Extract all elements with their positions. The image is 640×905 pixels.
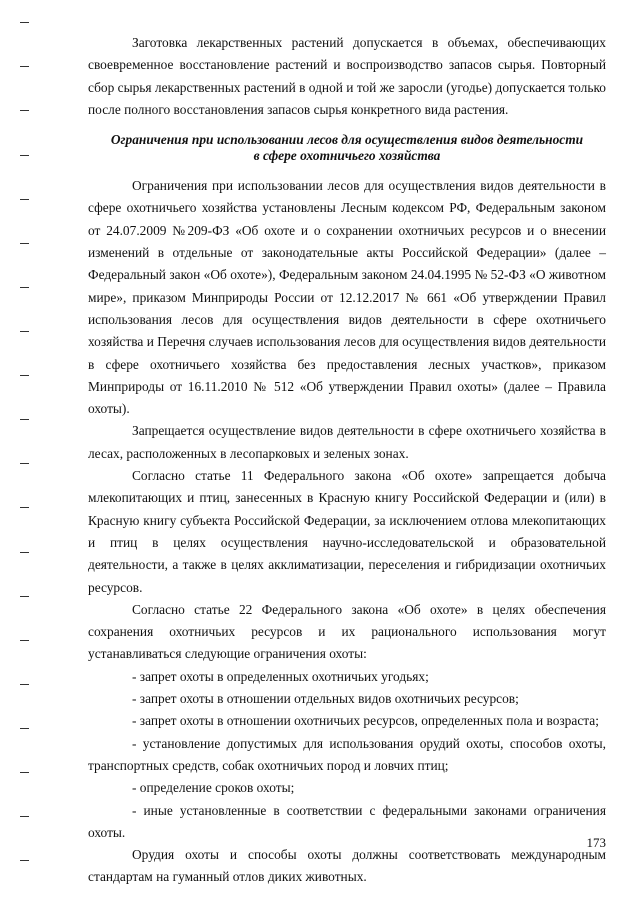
paragraph-forest-park-ban: Запрещается осуществление видов деятельности в сфере охотничьего хозяйства в лесах, расположенных в лесопарковых и зеленых зонах. (88, 423, 606, 461)
paragraph-humane-trapping: Орудия охоты и способы охоты должны соответствовать международным стандартам на гуманный отлов диких животных. (88, 847, 606, 885)
margin-tick (20, 816, 29, 817)
binding-margin-marks (20, 0, 32, 905)
margin-tick (20, 331, 29, 332)
margin-tick (20, 110, 29, 111)
list-item: - определение сроков охоты; (132, 780, 295, 796)
list-item: - иные установленные в соответствии с федеральными законами ограничения охоты. (88, 802, 606, 840)
list-item: - запрет охоты в отношении отдельных видов охотничьих ресурсов; (132, 691, 519, 707)
margin-tick (20, 243, 29, 244)
margin-tick (20, 287, 29, 288)
margin-tick (20, 199, 29, 200)
margin-tick (20, 22, 29, 23)
margin-tick (20, 552, 29, 553)
margin-tick (20, 155, 29, 156)
margin-tick (20, 375, 29, 376)
margin-tick (20, 66, 29, 67)
section-heading (88, 121, 606, 175)
paragraph-article-11: Согласно статье 11 Федерального закона «Об охоте» запрещается добыча млекопитающих и птиц, занесенных в Красную книгу Российской Федерации и (или) в Красную книгу субъекта Российской Федерации, за исключением отлова млекопитающих и птиц в целях осуществления научно-исследовательской и образовательной деятельности, а также в целях акклиматизации, переселения и гибридизации охотничьих ресурсов. (88, 468, 606, 595)
margin-tick (20, 860, 29, 861)
margin-tick (20, 640, 29, 641)
paragraph-article-22: Согласно статье 22 Федерального закона «Об охоте» в целях обеспечения сохранения охотничьих ресурсов и их рационального использования могут устанавливаться следующие ограничения охоты: (88, 601, 606, 662)
list-item: - запрет охоты в определенных охотничьих угодьях; (132, 668, 429, 684)
section-heading-line-2: в сфере охотничьего хозяйства (253, 148, 441, 164)
paragraph-legal-basis: Ограничения при использовании лесов для осуществления видов деятельности в сфере охотничьего хозяйства установлены Лесным кодексом РФ, Федеральным законом от 24.07.2009 №209-ФЗ «Об охоте и о сохранении охотничьих ресурсов и о внесении изменений в отдельные от законодательные акты Российской Федерации» (далее – Федеральный закон «Об охоте»), Федеральным законом 24.04.1995 № 52-ФЗ «О животном мире», приказом Минприроды России от 12.12.2017 № 661 «Об утверждении Правил использования лесов для осуществления видов деятельности в сфере охотничьего хозяйства и Перечня случаев использования лесов для осуществления видов деятельности в сфере охотничьего хозяйства без предоставления лесных участков», приказом Минприроды от 16.11.2010 № 512 «Об утверждении Правил охоты» (далее – Правила охоты). (88, 178, 606, 417)
page-number: 173 (586, 835, 606, 850)
margin-tick (20, 728, 29, 729)
paragraph-medicinal-plants: Заготовка лекарственных растений допускается в объемах, обеспечивающих своевременное восстановление растений и воспроизводство запасов сырья. Повторный сбор сырья лекарственных растений в одной и той же заросли (угодье) допускается только после полного восстановления запасов сырья конкретного вида растения. (88, 35, 606, 117)
list-item: - установление допустимых для использования орудий охоты, способов охоты, транспортных средств, собак охотничьих пород и ловчих птиц; (88, 735, 606, 773)
margin-tick (20, 507, 29, 508)
section-heading-line-1: Ограничения при использовании лесов для осуществления видов деятельности (110, 132, 584, 148)
margin-tick (20, 772, 29, 773)
list-item: - запрет охоты в отношении охотничьих ресурсов, определенных пола и возраста; (132, 713, 599, 729)
margin-tick (20, 684, 29, 685)
margin-tick (20, 419, 29, 420)
document-body (88, 32, 606, 889)
margin-tick (20, 596, 29, 597)
margin-tick (20, 463, 29, 464)
